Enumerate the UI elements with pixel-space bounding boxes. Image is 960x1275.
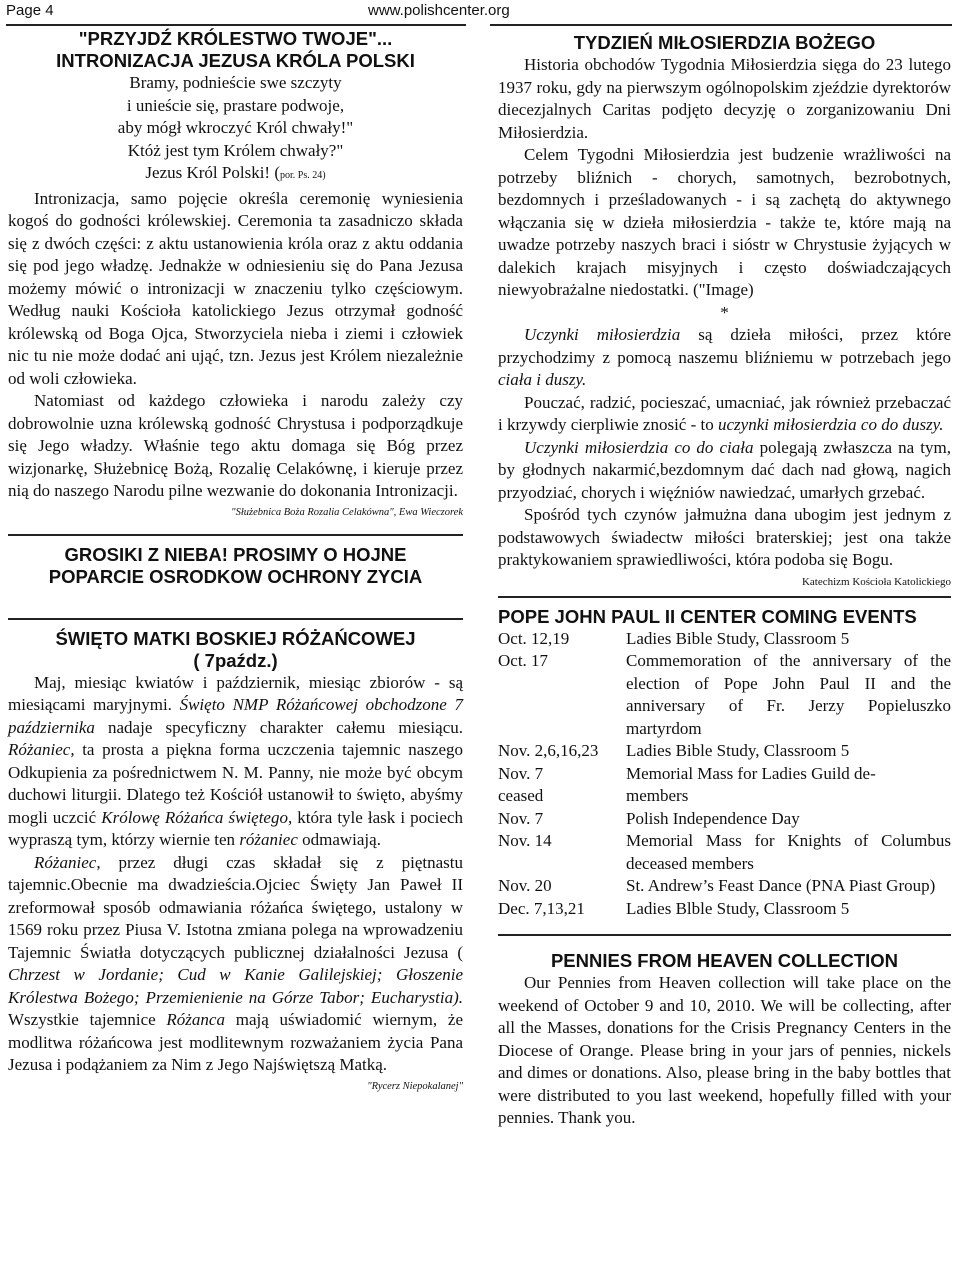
event-row <box>498 830 951 875</box>
events-title: POPE JOHN PAUL II CENTER COMING EVENTS <box>498 605 917 627</box>
event-description: Ladies Blble Study, Classroom 5 <box>626 898 850 918</box>
milosierdzie-article <box>498 32 951 588</box>
event-description: Ladies Bible Study, Classroom 5 <box>626 628 850 648</box>
article-title-2: ( 7paźdz.) <box>193 649 278 671</box>
events-list <box>498 598 951 921</box>
event-date: Nov. 20 <box>498 876 552 895</box>
article-body: Maj, miesiąc kwiatów i październik, miesiąc zbiorów - są miesiącami maryjnymi. Święto NMP Różańcowej obchodzone 7 października nadaje specyficzny charakter całemu miesiącu. Różaniec, ta prosta a piękna forma uczczenia tajemnic naszego Odkupienia za pośrednictwem N. M. Panny, nie może być obcym duchowi liturgii. Dlatego też Kościół ustanowił to święto, abyśmy mogli uczcić Królowę Różańca świętego, która tyle łask i pociech wypraszą tym, którzy wiernie ten różaniec odmawiają. Różaniec, przez długi czas składał się z piętnastu tajemnic.Obecnie ma dwadzieścia.Ojciec Święty Jan Paweł II zreformował sposób odmawiania różańca świętego, ustalony w 1569 roku przez Piusa V. Istotna zmiana polega na wprowadzeniu Tajemnic Światła dotyczących publicznej działalności Jezusa ( Chrzest w Jordanie; Cud w Kanie Galilejskiej; Głoszenie Królestwa Bożego; Przemienienie na Górze Tabor; Eucharystia). Wszystkie tajemnice Różanca mają uświadomić wiernym, że modlitwa różańcowa jest modlitewnym rozważaniem życia Pana Jezusa i podążaniem za Nim z Jego Najświętszą Matką. <box>8 672 463 1074</box>
event-row <box>498 628 951 651</box>
rozaniec-article <box>8 620 463 1092</box>
star-separator: * <box>720 302 729 322</box>
article-title: "PRZYJDŹ KRÓLESTWO TWOJE"... <box>78 28 393 49</box>
event-row <box>498 763 951 786</box>
event-date: Dec. 7,13,21 <box>498 898 585 918</box>
event-description: St. Andrew’s Feast Dance (PNA Piast Group) <box>626 876 936 895</box>
grosiki-notice <box>8 536 463 588</box>
event-row <box>498 875 951 898</box>
event-date: Oct. 12,19 <box>498 628 570 648</box>
pennies-title: PENNIES FROM HEAVEN COLLECTION <box>550 950 899 971</box>
event-row <box>498 650 951 740</box>
event-description: Commemoration of the anniversary of the election of Pope John Paul II and the anniversary of Fr. Jerzy Popieluszko martyrdom <box>626 651 951 738</box>
events-rows <box>498 628 951 921</box>
article-body: Intronizacja, samo pojęcie określa ceremonię wyniesienia kogoś do godności królewskiej. Ceremonia ta zasadniczo składa się z dwóch części: z aktu ustanowienia króla oraz z aktu oddania się pod jego władzę. Jednakże w odniesieniu się do Pana Jezusa możemy mówić o intronizacji w znaczeniu tylko częściowym. Według nauki Kościoła katolickiego Jezus otrzymał godność królewską od Boga Ojca, Stworzyciela nieba i ziemi i człowiek nic tu nie może dodać ani ująć, tzn. Jezus jest Królem niezależnie od woli człowieka. Natomiast od każdego człowieka i narodu zależy czy dobrowolnie uzna królewską godność Chrystusa i podporządkuje się Jego władzy. Właśnie tego aktu domaga się Bóg przez wizjonarkę, Służebnicę Bożą, Rozalię Celakównę, i kieruje przez nią do naszego Narodu pilne wezwanie do dokonania Intronizacji. <box>8 188 463 500</box>
event-date: ceased <box>498 786 544 805</box>
event-date: Nov. 7 <box>498 808 544 828</box>
event-row <box>498 808 951 831</box>
event-date: Nov. 2,6,16,23 <box>498 741 599 760</box>
event-description: Ladies Bible Study, Classroom 5 <box>626 741 850 760</box>
site-url: www.polishcenter.org <box>368 2 510 19</box>
header-rule-left <box>6 24 466 26</box>
event-row <box>498 898 951 921</box>
intronizacja-article <box>8 28 463 518</box>
article-title: TYDZIEŃ MIŁOSIERDZIA BOŻEGO <box>573 32 876 53</box>
pennies-notice <box>498 936 951 1130</box>
event-date: Nov. 14 <box>498 831 552 850</box>
page-number: Page 4 <box>6 2 54 19</box>
event-description: Memorial Mass for Knights of Columbus deceased members <box>626 831 951 873</box>
event-date: Nov. 7 <box>498 763 544 783</box>
article-title: ŚWIĘTO MATKI BOSKIEJ RÓŻAŃCOWEJ <box>55 627 416 649</box>
event-description: members <box>626 786 689 805</box>
pennies-body: Our Pennies from Heaven collection will take place on the weekend of October 9 and 10, 2010. We will be collecting, after all the Masses, donations for the Crisis Pregnancy Centers in the Diocese of Orange. Please bring in your jars of pennies, nickels and dimes or donations. Also, please bring in the baby bottles that were distributed to you last weekend, hopefully filled with your pennies. Thank you. <box>498 973 951 1127</box>
psalm-verse: Bramy, podnieście swe szczyty i unieście się, prastare podwoje, aby mógł wkroczyć Król chwały!" Któż jest tym Królem chwały?" Jezus Król Polski! (por. Ps. 24) <box>117 73 354 182</box>
article-credit: Katechizm Kościoła Katolickiego <box>801 575 951 588</box>
header-rule-right <box>490 24 952 26</box>
notice-line-2: POPARCIE OSRODKOW OCHRONY ZYCIA <box>48 565 423 587</box>
event-description: Polish Independence Day <box>626 808 800 828</box>
event-row <box>498 785 951 808</box>
event-date: Oct. 17 <box>498 651 549 670</box>
event-row <box>498 740 951 763</box>
event-description: Memorial Mass for Ladies Guild de- <box>626 763 876 783</box>
article-title-2: INTRONIZACJA JEZUSA KRÓLA POLSKI <box>56 50 415 71</box>
article-body: Historia obchodów Tygodnia Miłosierdzia sięga do 23 lutego 1937 roku, gdy na pierwszym ogólnopolskim zjeździe dyrektorów diecezjalnych Caritas podjęto decyzję o zorganizowaniu Dni Miłosierdzia. Celem Tygodni Miłosierdzia jest budzenie wrażliwości na potrzeby bliźnich - chorych, samotnych, bezrobotnych, bezdomnych i prześladowanych - i są zachętą do aktywnego włączania się w dzieła miłosierdzia - także te, które mają na uwadze potrzeby naszych braci i sióstr w Chrystusie żyjących w dalekich krajach misyjnych i często doświadczających niewyobrażalne niedostatki. ("Image) * Uczynki miłosierdzia są dzieła miłości, przez które przychodzimy z pomocą naszemu bliźniemu w potrzebach jego ciała i duszy. Pouczać, radzić, pocieszać, umacniać, jak również przebaczać i krzywdy cierpliwie znosić - to uczynki miłosierdzia co do duszy. Uczynki miłosierdzia co do ciała polegają zwłaszcza na tym, by głodnych nakarmić,bezdomnym dać dach nad głową, nagich przyodziać, chorych i więźniów nawiedzać, umarłych grzebać. Spośród tych czynów jałmużna dana ubogim jest jednym z podstawowych świadectw miłości braterskiej; jest ona także praktykowaniem sprawiedliwości, która podoba się Bogu. <box>498 55 952 569</box>
right-column <box>498 32 951 1130</box>
left-column <box>8 28 463 1092</box>
notice-line-1: GROSIKI Z NIEBA! PROSIMY O HOJNE <box>64 543 407 565</box>
article-credit: "Rycerz Niepokalanej" <box>367 1080 463 1092</box>
article-credit: "Służebnica Boża Rozalia Celakówna", Ewa Wieczorek <box>231 506 463 518</box>
